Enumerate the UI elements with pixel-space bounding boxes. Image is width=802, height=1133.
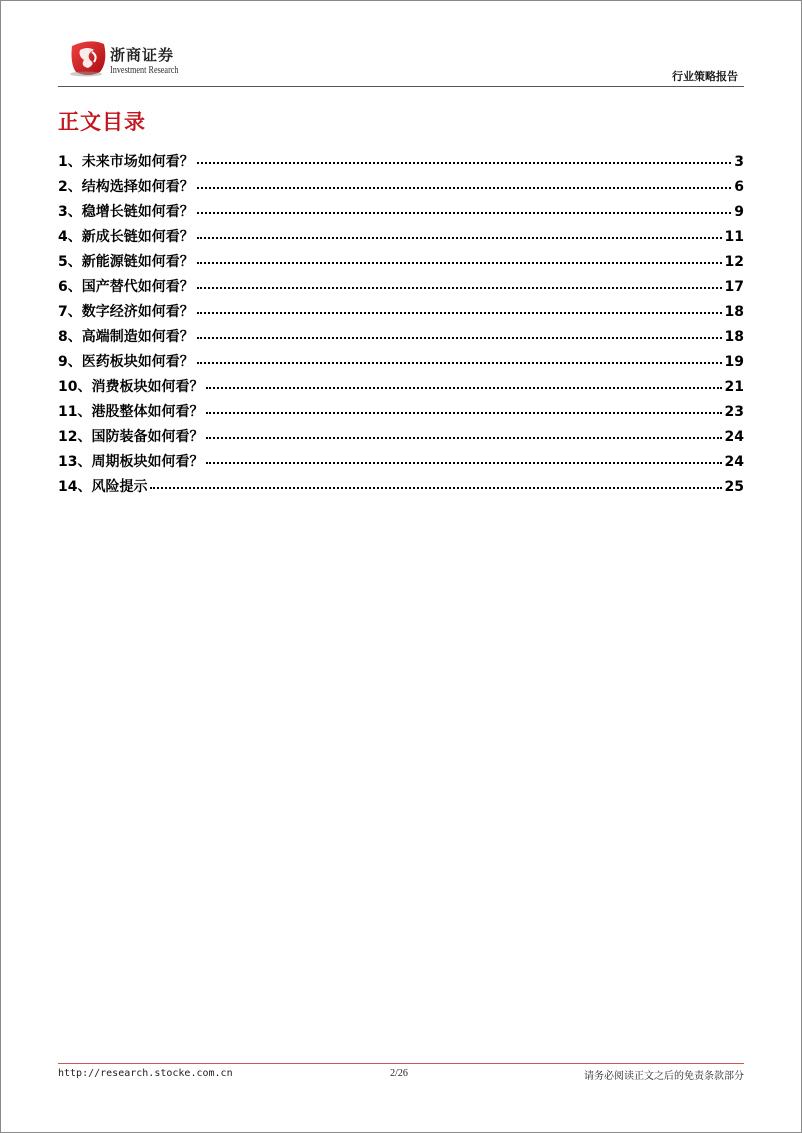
toc-leader-dots (197, 362, 722, 364)
brand-name-cn: 浙商证券 (110, 46, 175, 64)
toc-leader-dots (206, 437, 721, 439)
toc-entry[interactable] (58, 326, 744, 351)
toc-entry-label: 5、新能源链如何看？ (58, 254, 194, 270)
toc-leader-dots (206, 462, 721, 464)
toc-entry-page: 23 (724, 404, 744, 420)
toc-leader-dots (197, 237, 722, 239)
footer-divider (58, 1063, 744, 1064)
toc-entry-label: 9、医药板块如何看？ (58, 354, 194, 370)
toc-entry-label: 6、国产替代如何看？ (58, 279, 194, 295)
toc-entry-page: 19 (724, 354, 744, 370)
toc-entry-label: 8、高端制造如何看？ (58, 329, 194, 345)
toc-leader-dots (206, 387, 721, 389)
toc-entry[interactable] (58, 351, 744, 376)
toc-leader-dots (197, 212, 731, 214)
toc-entry[interactable] (58, 226, 744, 251)
toc-entry-label: 10、消费板块如何看？ (58, 379, 204, 395)
toc-list (58, 151, 744, 501)
toc-entry[interactable] (58, 376, 744, 401)
toc-leader-dots (197, 312, 722, 314)
toc-leader-dots (206, 412, 721, 414)
toc-entry[interactable] (58, 401, 744, 426)
toc-entry-page: 24 (724, 429, 744, 445)
toc-entry-label: 14、风险提示 (58, 479, 148, 495)
toc-entry[interactable] (58, 201, 744, 226)
toc-entry-page: 11 (724, 229, 744, 245)
toc-entry-page: 17 (724, 279, 744, 295)
toc-entry-page: 3 (734, 154, 744, 170)
toc-entry[interactable] (58, 276, 744, 301)
toc-entry-page: 18 (724, 304, 744, 320)
toc-leader-dots (197, 337, 722, 339)
toc-entry-page: 21 (724, 379, 744, 395)
toc-entry-label: 3、稳增长链如何看？ (58, 204, 194, 220)
toc-entry-label: 13、周期板块如何看？ (58, 454, 204, 470)
toc-leader-dots (197, 262, 722, 264)
footer-disclaimer: 请务必阅读正文之后的免责条款部分 (584, 1071, 744, 1082)
page-header (58, 36, 744, 86)
zheshang-securities-logo-icon (66, 38, 110, 78)
toc-entry[interactable] (58, 476, 744, 501)
toc-entry-page: 25 (724, 479, 744, 495)
brand-name-en: Investment Research (110, 65, 179, 76)
toc-entry[interactable] (58, 151, 744, 176)
header-divider (58, 86, 744, 87)
footer-url-link[interactable]: http://research.stocke.com.cn (58, 1068, 233, 1079)
toc-entry-label: 1、未来市场如何看？ (58, 154, 194, 170)
toc-entry-label: 7、数字经济如何看？ (58, 304, 194, 320)
toc-entry-label: 11、港股整体如何看？ (58, 404, 204, 420)
toc-entry-label: 12、国防装备如何看？ (58, 429, 204, 445)
toc-entry-label: 4、新成长链如何看？ (58, 229, 194, 245)
toc-entry-label: 2、结构选择如何看？ (58, 179, 194, 195)
report-type-label: 行业策略报告 (672, 70, 738, 83)
footer-page-number: 2/26 (390, 1068, 408, 1079)
toc-leader-dots (197, 287, 722, 289)
toc-entry[interactable] (58, 251, 744, 276)
toc-leader-dots (197, 162, 731, 164)
toc-leader-dots (197, 187, 731, 189)
toc-entry-page: 12 (724, 254, 744, 270)
toc-entry-page: 9 (734, 204, 744, 220)
toc-entry[interactable] (58, 451, 744, 476)
toc-entry-page: 24 (724, 454, 744, 470)
toc-title: 正文目录 (58, 110, 146, 134)
toc-entry-page: 18 (724, 329, 744, 345)
toc-entry[interactable] (58, 176, 744, 201)
toc-entry-page: 6 (734, 179, 744, 195)
toc-entry[interactable] (58, 426, 744, 451)
toc-entry[interactable] (58, 301, 744, 326)
toc-leader-dots (150, 487, 721, 489)
